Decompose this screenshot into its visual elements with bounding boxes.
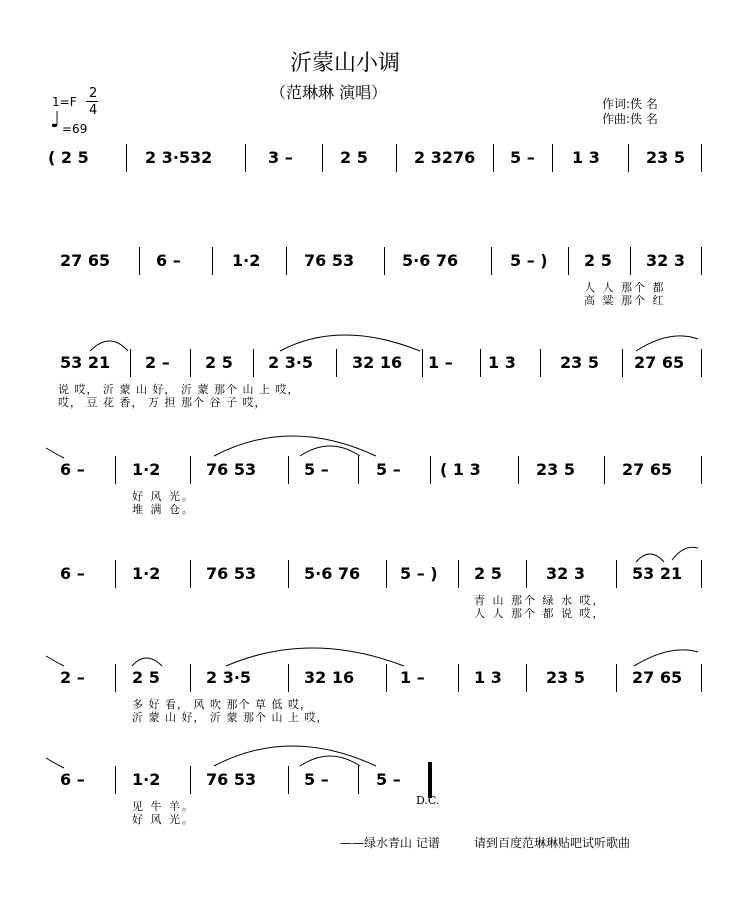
measure-6-4: 32 16 — [304, 668, 355, 687]
lyric-line-2: 哎， 豆 花 香， 万 担 那个 谷 子 哎， — [58, 396, 267, 409]
measure-3-8: 23 5 — [560, 353, 599, 372]
barline — [430, 456, 431, 484]
barline — [286, 247, 287, 275]
measure-6-3: 2 3·5 — [206, 668, 252, 687]
lyric-line-1: 见 牛 羊。 — [132, 800, 195, 813]
measure-6-5: 1 – — [400, 668, 425, 687]
barline — [358, 766, 359, 794]
lyric-line-2: 高 粱 那个 红 — [584, 294, 666, 307]
lyric-line-2: 好 风 光。 — [132, 813, 195, 826]
barline — [190, 349, 191, 377]
barline — [540, 349, 541, 377]
lyricist-credit: 作词:佚 名 — [602, 97, 658, 111]
barline — [253, 349, 254, 377]
measure-4-1: 6 – — [60, 460, 85, 479]
barline — [701, 560, 702, 588]
barline — [458, 664, 459, 692]
score-system-3 — [0, 345, 733, 415]
barline — [190, 456, 191, 484]
barline — [130, 349, 131, 377]
measure-2-3: 1·2 — [232, 251, 261, 270]
measure-7-3: 76 53 — [206, 770, 257, 789]
barline — [212, 247, 213, 275]
measure-6-7: 23 5 — [546, 668, 585, 687]
measure-6-6: 1 3 — [474, 668, 502, 687]
slur-marks — [0, 762, 733, 832]
barline — [336, 349, 337, 377]
measure-7-1: 6 – — [60, 770, 85, 789]
quarter-note-icon: ♩ — [50, 108, 61, 133]
barline — [630, 247, 631, 275]
barline — [288, 560, 289, 588]
barline — [622, 349, 623, 377]
measure-7-2: 1·2 — [132, 770, 161, 789]
measure-5-3: 76 53 — [206, 564, 257, 583]
time-signature-bottom: 4 — [89, 103, 98, 118]
measure-2-7: 2 5 — [584, 251, 612, 270]
lyric-line-1: 说 哎， 沂 蒙 山 好， 沂 蒙 那个 山 上 哎， — [58, 383, 300, 396]
measure-5-4: 5·6 76 — [304, 564, 361, 583]
barline — [190, 664, 191, 692]
measure-3-7: 1 3 — [488, 353, 516, 372]
barline — [190, 560, 191, 588]
barline — [701, 664, 702, 692]
measure-4-5: 5 – — [376, 460, 401, 479]
measure-3-1: 53 21 — [60, 353, 111, 372]
measure-3-9: 27 65 — [634, 353, 685, 372]
measure-6-1: 2 – — [60, 668, 85, 687]
score-system-1 — [0, 140, 733, 180]
measure-5-7: 32 3 — [546, 564, 585, 583]
measure-5-5: 5 – ) — [400, 564, 438, 583]
final-barline — [428, 762, 432, 798]
barline — [115, 766, 116, 794]
measure-2-5: 5·6 76 — [402, 251, 459, 270]
score-system-4 — [0, 452, 733, 522]
lyric-line-1: 多 好 看， 风 吹 那个 草 低 哎， — [132, 698, 312, 711]
measure-5-2: 1·2 — [132, 564, 161, 583]
lyric-line-2: 人 人 那个 都 说 哎， — [474, 607, 606, 620]
barline — [526, 560, 527, 588]
barline — [616, 664, 617, 692]
measure-5-1: 6 – — [60, 564, 85, 583]
barline — [396, 144, 397, 172]
barline — [115, 664, 116, 692]
measure-1-7: 1 3 — [572, 148, 600, 167]
barline — [552, 144, 553, 172]
measure-2-2: 6 – — [156, 251, 181, 270]
barline — [139, 247, 140, 275]
barline — [358, 456, 359, 484]
measure-6-2: 2 5 — [132, 668, 160, 687]
barline — [126, 144, 127, 172]
barline — [701, 456, 702, 484]
measure-4-3: 76 53 — [206, 460, 257, 479]
measure-4-4: 5 – — [304, 460, 329, 479]
score-system-2 — [0, 243, 733, 313]
score-system-5 — [0, 556, 733, 626]
barline — [518, 456, 519, 484]
measure-5-6: 2 5 — [474, 564, 502, 583]
transcriber-credit: ——绿水青山 记谱 — [340, 836, 440, 850]
barline — [386, 560, 387, 588]
barline — [190, 766, 191, 794]
slur-marks — [0, 556, 733, 626]
measure-5-8: 53 21 — [632, 564, 683, 583]
lyric-line-1: 人 人 那个 都 — [584, 281, 666, 294]
barline — [628, 144, 629, 172]
measure-1-8: 23 5 — [646, 148, 685, 167]
measure-1-3: 3 – — [268, 148, 293, 167]
measure-4-7: 23 5 — [536, 460, 575, 479]
barline — [422, 349, 423, 377]
measure-3-4: 2 3·5 — [268, 353, 314, 372]
barline — [701, 247, 702, 275]
measure-1-4: 2 5 — [340, 148, 368, 167]
measure-2-6: 5 – ) — [510, 251, 548, 270]
barline — [480, 349, 481, 377]
barline — [288, 664, 289, 692]
lyric-line-1: 青 山 那个 绿 水 哎， — [474, 594, 606, 607]
measure-1-1: ( 2 5 — [48, 148, 89, 167]
measure-3-6: 1 – — [428, 353, 453, 372]
barline — [115, 560, 116, 588]
lyric-line-2: 堆 满 仓。 — [132, 503, 195, 516]
barline — [458, 560, 459, 588]
barline — [493, 144, 494, 172]
measure-4-8: 27 65 — [622, 460, 673, 479]
measure-3-2: 2 – — [145, 353, 170, 372]
score-system-7 — [0, 762, 733, 832]
barline — [604, 456, 605, 484]
lyric-line-2: 沂 蒙 山 好， 沂 蒙 那个 山 上 哎， — [132, 711, 329, 724]
barline — [288, 456, 289, 484]
barline — [384, 247, 385, 275]
measure-4-6: ( 1 3 — [440, 460, 481, 479]
measure-1-2: 2 3·532 — [145, 148, 213, 167]
measure-1-6: 5 – — [510, 148, 535, 167]
key-signature: 1=F — [52, 95, 77, 109]
da-capo-mark: D.C. — [416, 794, 440, 807]
measure-3-5: 32 16 — [352, 353, 403, 372]
barline — [616, 560, 617, 588]
barline — [568, 247, 569, 275]
measure-4-2: 1·2 — [132, 460, 161, 479]
lyric-line-1: 好 风 光。 — [132, 490, 195, 503]
song-title: 沂蒙山小调 — [290, 51, 401, 76]
barline — [701, 349, 702, 377]
barline — [526, 664, 527, 692]
listen-note: 请到百度范琳琳贴吧试听歌曲 — [474, 836, 631, 850]
measure-2-1: 27 65 — [60, 251, 111, 270]
measure-1-5: 2 3276 — [414, 148, 476, 167]
barline — [322, 144, 323, 172]
barline — [491, 247, 492, 275]
tempo-value: =69 — [62, 122, 88, 136]
measure-7-4: 5 – — [304, 770, 329, 789]
barline — [245, 144, 246, 172]
time-signature-top: 2 — [89, 86, 98, 101]
barline — [288, 766, 289, 794]
barline — [386, 664, 387, 692]
barline — [115, 456, 116, 484]
measure-3-3: 2 5 — [205, 353, 233, 372]
measure-2-8: 32 3 — [646, 251, 685, 270]
composer-credit: 作曲:佚 名 — [602, 112, 658, 126]
score-system-6 — [0, 660, 733, 730]
measure-6-8: 27 65 — [632, 668, 683, 687]
song-subtitle: （范琳琳 演唱） — [270, 83, 388, 102]
slur-marks — [0, 660, 733, 730]
barline — [701, 144, 702, 172]
time-signature-line — [86, 101, 98, 102]
measure-2-4: 76 53 — [304, 251, 355, 270]
measure-7-5: 5 – — [376, 770, 401, 789]
